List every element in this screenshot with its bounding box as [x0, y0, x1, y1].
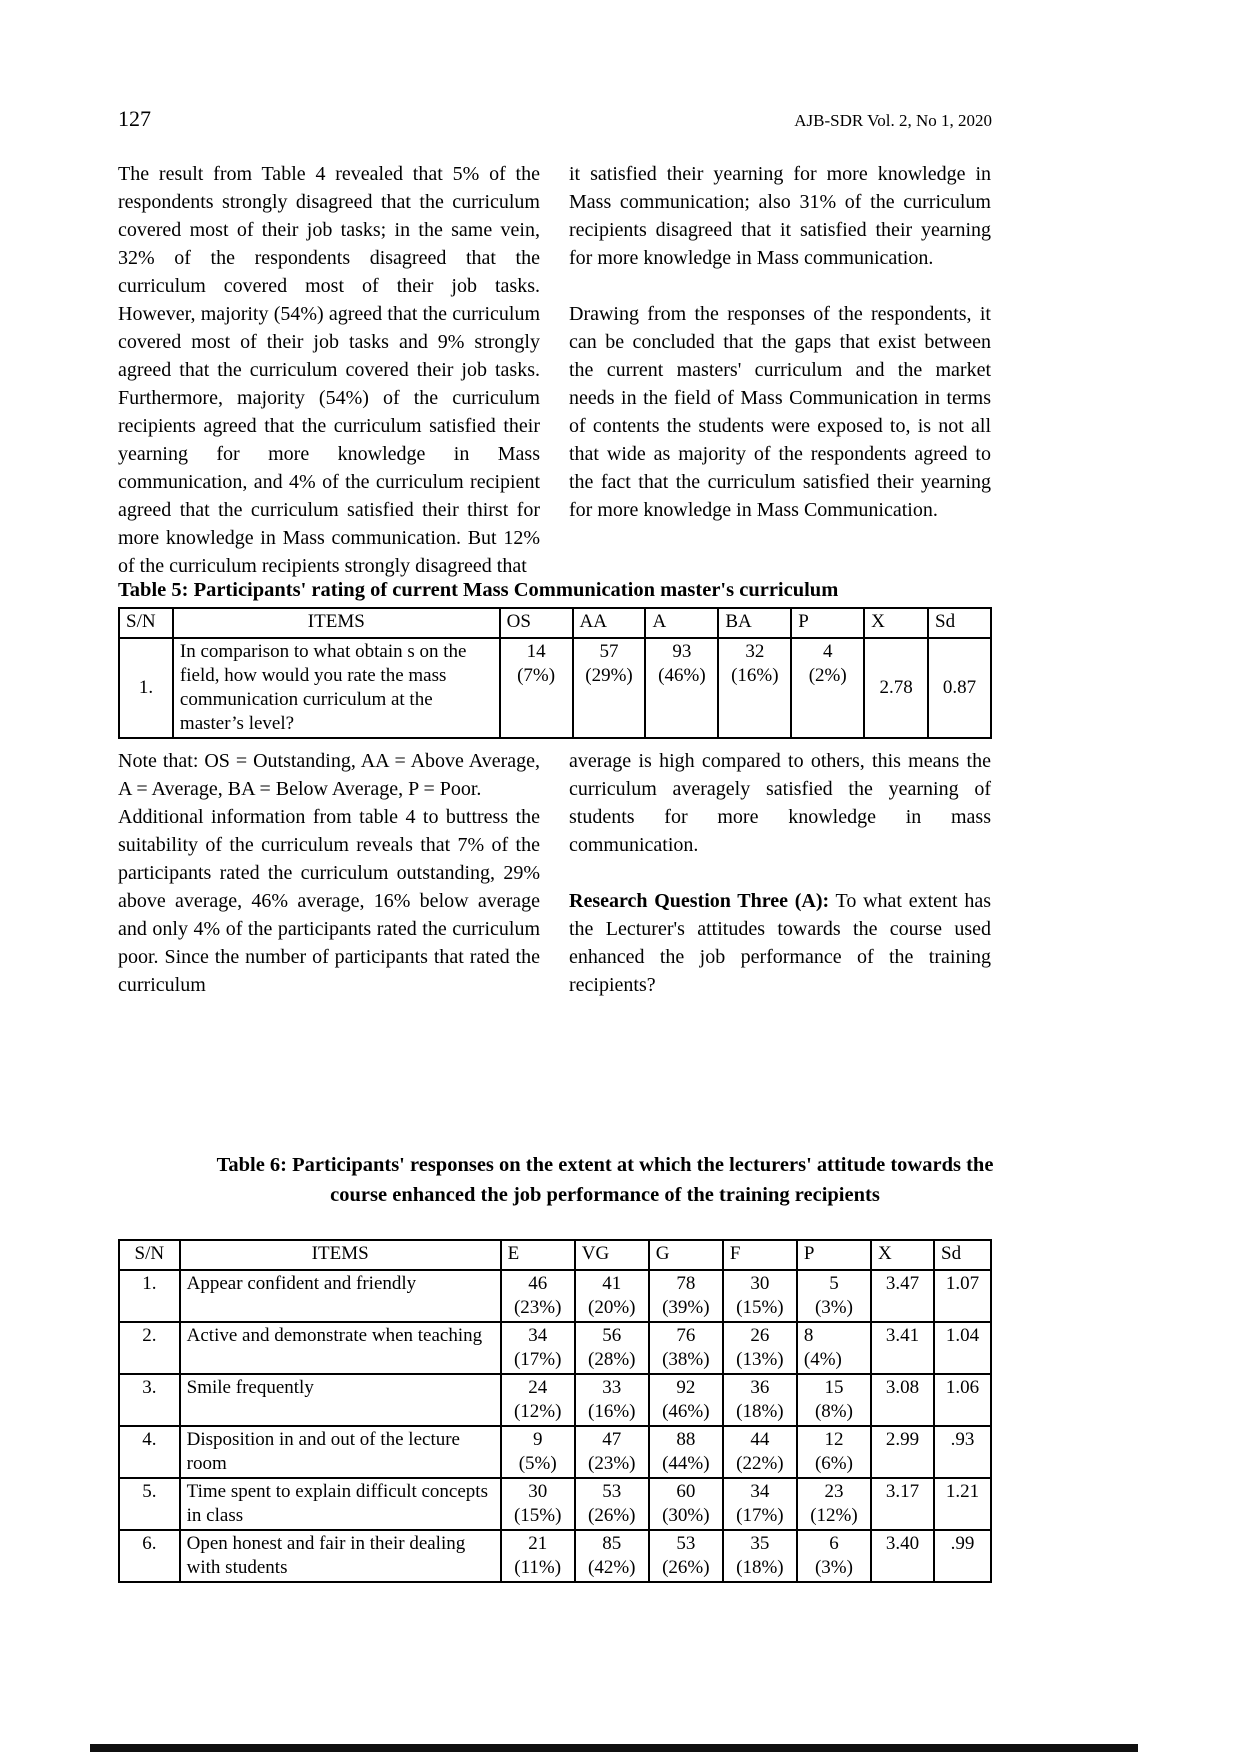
cell-g: 78 (39%)	[649, 1270, 723, 1322]
cell-sd: .99	[934, 1530, 991, 1582]
cell-sn: 2.	[119, 1322, 180, 1374]
body-section-1	[118, 160, 992, 580]
col-header-x: X	[864, 608, 928, 638]
cell-item: Open honest and fair in their dealing with students	[180, 1530, 501, 1582]
table-row	[119, 1530, 991, 1582]
cell-sn: 6.	[119, 1530, 180, 1582]
cell-x: 2.99	[871, 1426, 934, 1478]
cell-p: 23 (12%)	[797, 1478, 871, 1530]
cell-f: 36 (18%)	[723, 1374, 797, 1426]
cell-sd: 0.87	[928, 638, 991, 738]
cell-item: Smile frequently	[180, 1374, 501, 1426]
cell-sd: 1.06	[934, 1374, 991, 1426]
cell-f: 30 (15%)	[723, 1270, 797, 1322]
cell-p: 12 (6%)	[797, 1426, 871, 1478]
cell-x: 3.47	[871, 1270, 934, 1322]
cell-p: 4 (2%)	[791, 638, 864, 738]
cell-a: 93 (46%)	[645, 638, 718, 738]
col-header-sn: S/N	[119, 1240, 180, 1270]
table-row	[119, 1478, 991, 1530]
left-column	[118, 160, 540, 580]
cell-f: 34 (17%)	[723, 1478, 797, 1530]
cell-g: 92 (46%)	[649, 1374, 723, 1426]
research-question	[569, 887, 991, 999]
paragraph: Drawing from the responses of the respondents, it can be concluded that the gaps that exist between the current masters' curriculum and the market needs in the field of Mass Communication in terms of contents the students were exposed to, is not all that wide as majority of the respondents agreed to the fact that the curriculum satisfied their yearning for more knowledge in Mass Communication.	[569, 303, 991, 521]
cell-x: 2.78	[864, 638, 928, 738]
table6	[118, 1239, 992, 1583]
table5	[118, 607, 992, 739]
cell-f: 26 (13%)	[723, 1322, 797, 1374]
cell-vg: 53 (26%)	[575, 1478, 649, 1530]
col-header-vg: VG	[575, 1240, 649, 1270]
cell-sd: 1.07	[934, 1270, 991, 1322]
cell-g: 53 (26%)	[649, 1530, 723, 1582]
table6-grid	[118, 1239, 992, 1583]
cell-item: In comparison to what obtain s on the field, how would you rate the mass communication curriculum at the master’s level?	[173, 638, 500, 738]
cell-e: 21 (11%)	[501, 1530, 575, 1582]
cell-e: 30 (15%)	[501, 1478, 575, 1530]
table6-caption-line2: course enhanced the job performance of the training recipients	[330, 1184, 880, 1206]
cell-sn: 1.	[119, 638, 173, 738]
cell-x: 3.17	[871, 1478, 934, 1530]
paragraph: it satisfied their yearning for more knowledge in Mass communication; also 31% of the curriculum recipients disagreed that it satisfied their yearning for more knowledge in Mass communication.	[569, 163, 991, 269]
col-header-ba: BA	[718, 608, 791, 638]
col-header-p: P	[797, 1240, 871, 1270]
page-number: 127	[118, 106, 151, 131]
cell-x: 3.08	[871, 1374, 934, 1426]
cell-sn: 3.	[119, 1374, 180, 1426]
col-header-aa: AA	[573, 608, 646, 638]
cell-aa: 57 (29%)	[573, 638, 646, 738]
cell-x: 3.40	[871, 1530, 934, 1582]
cell-sd: 1.04	[934, 1322, 991, 1374]
left-column	[118, 747, 540, 999]
cell-g: 88 (44%)	[649, 1426, 723, 1478]
col-header-a: A	[645, 608, 718, 638]
cell-item: Active and demonstrate when teaching	[180, 1322, 501, 1374]
cell-sn: 5.	[119, 1478, 180, 1530]
cell-item: Disposition in and out of the lecture room	[180, 1426, 501, 1478]
cell-x: 3.41	[871, 1322, 934, 1374]
cell-ba: 32 (16%)	[718, 638, 791, 738]
cell-e: 9 (5%)	[501, 1426, 575, 1478]
cell-p: 5 (3%)	[797, 1270, 871, 1322]
body-section-2	[118, 747, 992, 999]
table-row	[119, 1270, 991, 1322]
cell-vg: 47 (23%)	[575, 1426, 649, 1478]
cell-item: Appear confident and friendly	[180, 1270, 501, 1322]
cell-g: 60 (30%)	[649, 1478, 723, 1530]
table-row	[119, 638, 991, 738]
col-header-e: E	[501, 1240, 575, 1270]
cell-sn: 4.	[119, 1426, 180, 1478]
cell-vg: 85 (42%)	[575, 1530, 649, 1582]
cell-sd: .93	[934, 1426, 991, 1478]
cell-e: 46 (23%)	[501, 1270, 575, 1322]
cell-e: 34 (17%)	[501, 1322, 575, 1374]
running-header	[118, 106, 992, 132]
cell-sd: 1.21	[934, 1478, 991, 1530]
paragraph: The result from Table 4 revealed that 5% of the respondents strongly disagreed that the curriculum covered most of their job tasks; in the same vein, 32% of the respondents disagreed that the curriculum covered most of their job tasks. However, majority (54%) agreed that the curriculum covered most of their job tasks and 9% strongly agreed that the curriculum covered their job tasks. Furthermore, majority (54%) of the curriculum recipients agreed that the curriculum satisfied their yearning for more knowledge in Mass communication, and 4% of the curriculum recipient agreed that the curriculum satisfied their thirst for more knowledge in Mass communication. But 12% of the curriculum recipients strongly disagreed that	[118, 163, 540, 577]
right-column	[569, 747, 991, 999]
cell-g: 76 (38%)	[649, 1322, 723, 1374]
cell-p: 15 (8%)	[797, 1374, 871, 1426]
cell-f: 44 (22%)	[723, 1426, 797, 1478]
table5-note: Note that: OS = Outstanding, AA = Above Average, A = Average, BA = Below Average, P = Poor.	[118, 750, 540, 800]
col-header-os: OS	[500, 608, 573, 638]
cell-p: 8 (4%)	[797, 1322, 871, 1374]
journal-reference: AJB-SDR Vol. 2, No 1, 2020	[794, 111, 992, 130]
research-question-text: To what extent has the Lecturer's attitudes towards the course used enhanced the job performance of the training recipients?	[569, 890, 991, 996]
col-header-p: P	[791, 608, 864, 638]
cell-vg: 41 (20%)	[575, 1270, 649, 1322]
table-row	[119, 1374, 991, 1426]
research-question-label: Research Question Three (A):	[569, 890, 830, 912]
scan-edge-artifact	[90, 1744, 1138, 1752]
col-header-items: ITEMS	[173, 608, 500, 638]
col-header-x: X	[871, 1240, 934, 1270]
cell-p: 6 (3%)	[797, 1530, 871, 1582]
table-row	[119, 1322, 991, 1374]
table6-caption	[60, 1150, 1150, 1210]
table6-header-row	[119, 1240, 991, 1270]
table5-header-row	[119, 608, 991, 638]
paragraph: average is high compared to others, this means the curriculum averagely satisfied the yearning of students for more knowledge in mass communication.	[569, 750, 991, 856]
cell-vg: 33 (16%)	[575, 1374, 649, 1426]
cell-os: 14 (7%)	[500, 638, 573, 738]
col-header-f: F	[723, 1240, 797, 1270]
cell-item: Time spent to explain difficult concepts in class	[180, 1478, 501, 1530]
right-column	[569, 160, 991, 580]
cell-e: 24 (12%)	[501, 1374, 575, 1426]
table-row	[119, 1426, 991, 1478]
col-header-sd: Sd	[934, 1240, 991, 1270]
cell-f: 35 (18%)	[723, 1530, 797, 1582]
col-header-g: G	[649, 1240, 723, 1270]
cell-sn: 1.	[119, 1270, 180, 1322]
col-header-sn: S/N	[119, 608, 173, 638]
col-header-items: ITEMS	[180, 1240, 501, 1270]
paragraph: Additional information from table 4 to buttress the suitability of the curriculum reveals that 7% of the participants rated the curriculum outstanding, 29% above average, 46% average, 16% below average and only 4% of the participants rated the curriculum poor. Since the number of participants that rated the curriculum	[118, 806, 540, 996]
cell-vg: 56 (28%)	[575, 1322, 649, 1374]
table6-caption-line1: Table 6: Participants' responses on the extent at which the lecturers' attitude towards the	[216, 1154, 994, 1176]
table5-grid	[118, 607, 992, 739]
col-header-sd: Sd	[928, 608, 991, 638]
table5-caption: Table 5: Participants' rating of current Mass Communication master's curriculum	[118, 579, 839, 601]
